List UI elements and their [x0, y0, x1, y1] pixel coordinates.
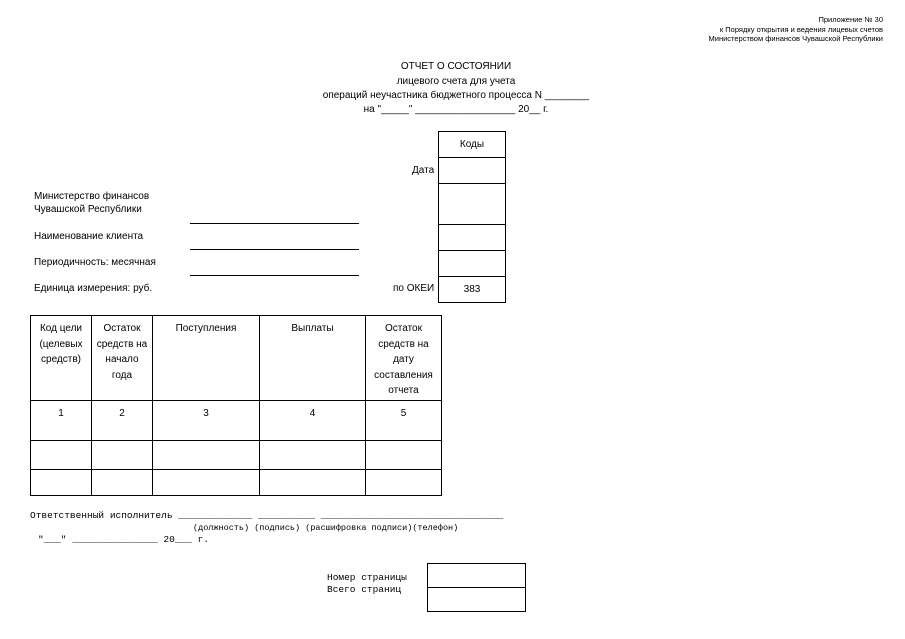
- ministry-label-line-2: Чувашской Республики: [34, 203, 142, 215]
- appendix-line-1: Приложение № 30: [818, 15, 883, 24]
- table-cell: [31, 470, 92, 496]
- codes-header: Коды: [439, 132, 506, 158]
- column-number: 2: [92, 401, 153, 441]
- codes-table: [438, 131, 506, 303]
- report-table: [30, 315, 442, 496]
- client-name-label: Наименование клиента: [34, 231, 144, 242]
- ministry-underline: [190, 223, 359, 224]
- page-count-boxes: [427, 563, 526, 612]
- okei-label: по ОКЕИ: [393, 283, 435, 294]
- total-pages-box: [428, 587, 525, 611]
- page-count-labels: [327, 572, 407, 596]
- date-label: Дата: [412, 165, 435, 176]
- appendix-note: [709, 15, 883, 44]
- table-header-row: [31, 316, 442, 401]
- report-subtitle: лицевого счета для учета: [396, 76, 516, 87]
- codes-date-cell: [439, 158, 506, 184]
- table-cell: [366, 441, 442, 470]
- codes-periodicity-cell: [439, 251, 506, 277]
- periodicity-label: Периодичность: месячная: [34, 257, 156, 268]
- header-purpose-code: Код цели (целевых средств): [31, 316, 92, 401]
- table-cell: [153, 441, 260, 470]
- codes-client-cell: [439, 225, 506, 251]
- page-number-box: [428, 564, 525, 587]
- header-opening-balance: Остаток средств на начало года: [92, 316, 153, 401]
- ministry-label: [34, 191, 149, 216]
- column-number: 5: [366, 401, 442, 441]
- total-pages-label: Всего страниц: [327, 584, 402, 595]
- codes-ministry-cell: [439, 184, 506, 225]
- column-number: 3: [153, 401, 260, 441]
- column-number: 4: [260, 401, 366, 441]
- table-cell: [31, 441, 92, 470]
- codes-okei-value: 383: [439, 277, 506, 303]
- signature-captions: (должность) (подпись) (расшифровка подписи)(телефон): [193, 523, 459, 533]
- header-receipts: Поступления: [153, 316, 260, 401]
- table-row: [31, 470, 442, 496]
- header-closing-balance: Остаток средств на дату составления отчета: [366, 316, 442, 401]
- periodicity-underline: [190, 275, 359, 276]
- table-cell: [260, 441, 366, 470]
- column-number: 1: [31, 401, 92, 441]
- table-numbers-row: [31, 401, 442, 441]
- table-cell: [260, 470, 366, 496]
- table-cell: [92, 470, 153, 496]
- appendix-line-3: Министерством финансов Чувашской Республики: [708, 34, 883, 43]
- signature-date-line: "___" _______________ 20___ г.: [38, 534, 210, 545]
- table-cell: [153, 470, 260, 496]
- appendix-line-2: к Порядку открытия и ведения лицевых счетов: [719, 24, 883, 34]
- ministry-label-line-1: Министерство финансов: [34, 191, 150, 202]
- report-title: ОТЧЕТ О СОСТОЯНИИ: [400, 61, 512, 72]
- report-date: на "_____" __________________ 20__ г.: [363, 104, 549, 115]
- header-payments: Выплаты: [260, 316, 366, 401]
- table-cell: [92, 441, 153, 470]
- table-row: [31, 441, 442, 470]
- table-cell: [366, 470, 442, 496]
- page-number-label: Номер страницы: [327, 572, 407, 583]
- report-account-number: операций неучастника бюджетного процесса N ________: [322, 90, 590, 101]
- responsible-executor-line: Ответственный исполнитель _____________ __________ ________________________________: [30, 510, 504, 521]
- client-name-underline: [190, 249, 359, 250]
- unit-label: Единица измерения: руб.: [34, 283, 153, 294]
